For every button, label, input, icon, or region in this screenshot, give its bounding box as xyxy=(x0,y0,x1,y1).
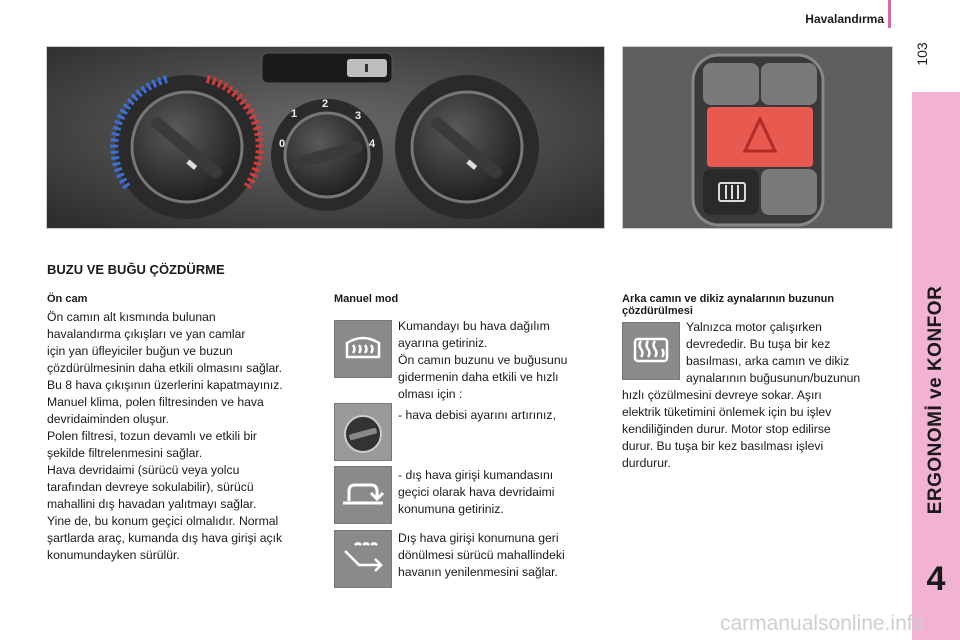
page-number: 103 xyxy=(914,42,930,66)
switch-panel-illustration xyxy=(623,47,892,228)
rear-window-text: hızlı çözülmesini devreye sokar. Aşırı elektrik tüketimini önlemek için bu işlev kendiliğinden durur. Motor stop edilirse durur. Bu tuşa bir kez basılması işlevi durdurur. xyxy=(622,388,832,470)
front-defrost-icon xyxy=(334,320,392,378)
header-title: Havalandırma xyxy=(805,12,884,26)
rear-window-heading: Arka camın ve dikiz aynalarının buzunun çözdürülmesi xyxy=(622,293,835,317)
rear-defrost-icon xyxy=(622,322,680,380)
front-glass-heading: Ön cam xyxy=(47,293,88,305)
watermark: carmanualsonline.info xyxy=(720,612,925,635)
manual-mode-step2: - hava debisi ayarını artırınız, xyxy=(398,408,556,422)
manual-mode-step1: Kumandayı bu hava dağılım ayarına getiriniz. Ön camın buzunu ve buğusunu gidermenin daha etkili ve hızlı olması için : xyxy=(398,319,568,401)
manual-mode-step3: - dış hava girişi kumandasını geçici olarak hava devridaimi konumuna getiriniz. xyxy=(398,468,555,516)
chapter-number: 4 xyxy=(926,560,946,598)
rear-window-text-indented: Yalnızca motor çalışırken devrededir. Bu tuşa bir kez basılması, arka camın ve dikiz aynalarının buğusunun/buzunun xyxy=(686,320,861,385)
chapter-label xyxy=(912,250,960,550)
fan-speed-knob-icon xyxy=(334,403,392,461)
outside-air-icon xyxy=(334,530,392,588)
section-title: BUZU VE BUĞU ÇÖZDÜRME xyxy=(47,262,225,277)
recirculation-icon xyxy=(334,466,392,524)
fan-speed-label: 0 xyxy=(279,138,286,150)
chapter-label-text: ERGONOMİ ve KONFOR xyxy=(925,285,946,515)
fan-speed-label: 2 xyxy=(322,98,329,110)
fan-speed-label: 1 xyxy=(291,108,298,120)
manual-mode-note: Dış hava girişi konumuna geri dönülmesi sürücü mahallindeki havanın yenilenmesini sağlar. xyxy=(398,531,565,579)
climate-panel-illustration xyxy=(47,47,604,228)
climate-panel-photo xyxy=(46,46,605,229)
manual-mode-heading: Manuel mod xyxy=(334,293,399,305)
front-glass-text: Ön camın alt kısmında bulunan havalandırma çıkışları ve yan camlar için yan üfleyiciler buğun ve buzun çözdürülmesinin daha etkili olmasını sağlar. Bu 8 hava çıkışının üzerlerini kapatmayınız. Manuel klima, polen filtresinden ve hava devridaiminden oluşur. Polen filtresi, tozun devamlı ve etkili bir şekilde filtrelenmesini sağlar. Hava devridaimi (sürücü veya yolcu tarafından devreye sokulabilir), sürücü mahallini dış havadan yalıtmayı sağlar. Yine de, bu konum geçici olmalıdır. Normal şartlarda araç, kumanda dış hava girişi açık konumundayken sürülür. xyxy=(47,310,283,562)
fan-speed-label: 3 xyxy=(355,110,362,122)
header-accent-bar xyxy=(888,0,891,28)
fan-speed-label: 4 xyxy=(369,138,376,150)
switch-panel-photo xyxy=(622,46,893,229)
